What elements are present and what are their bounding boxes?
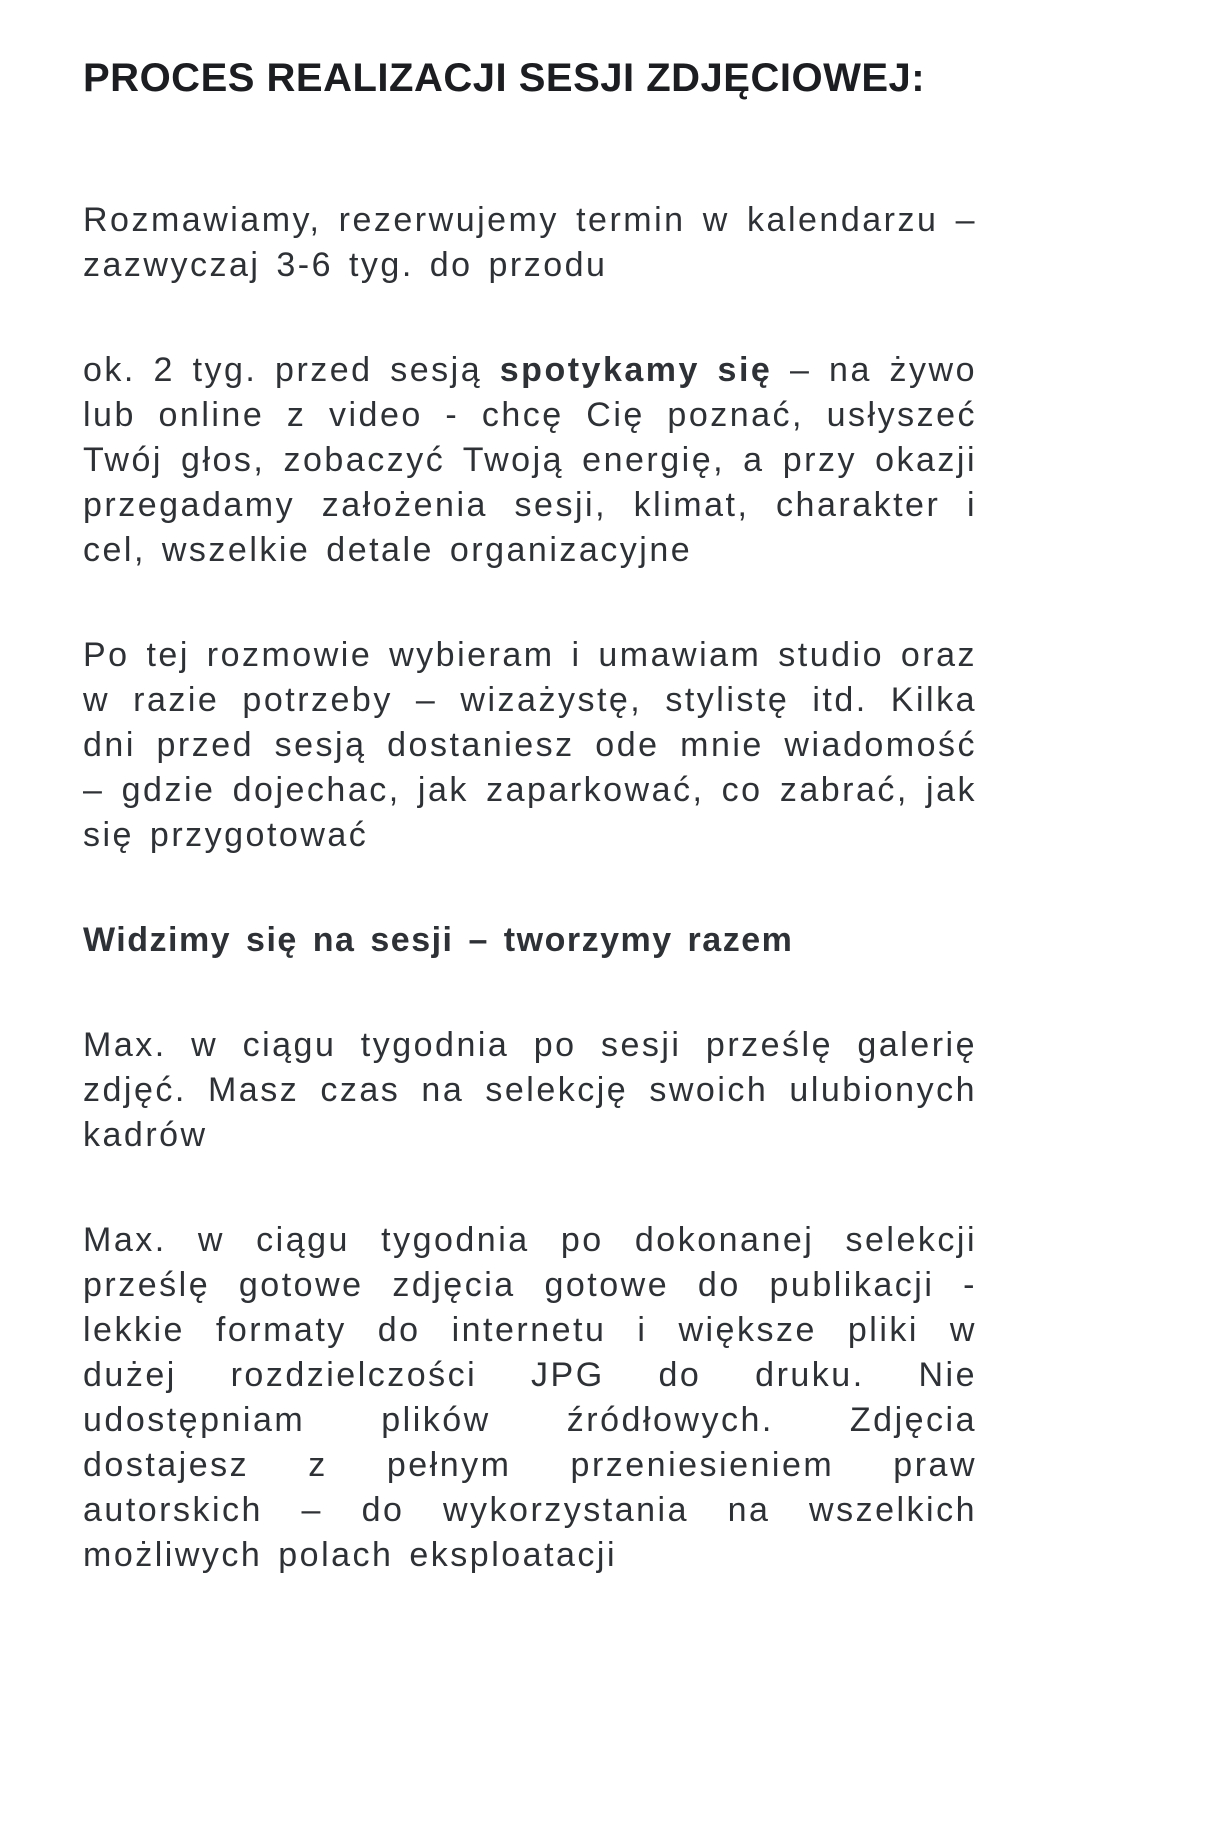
paragraph-segment-bold: spotykamy się — [499, 351, 773, 389]
paragraph-segment: Rozmawiamy, rezerwujemy termin w kalendarzu – zazwyczaj 3-6 tyg. do przodu — [83, 201, 977, 284]
document-title: PROCES REALIZACJI SESJI ZDJĘCIOWEJ: — [83, 56, 926, 100]
paragraph-4 — [83, 918, 977, 963]
paragraph-segment: ok. 2 tyg. przed sesją — [83, 351, 500, 389]
paragraph-1 — [83, 198, 977, 288]
paragraph-6 — [83, 1218, 977, 1578]
paragraph-segment: Max. w ciągu tygodnia po sesji prześlę galerię zdjęć. Masz czas na selekcję swoich ulubionych kadrów — [83, 1026, 977, 1154]
paragraph-segment: – na żywo lub online z video - chcę Cię poznać, usłyszeć Twój głos, zobaczyć Twoją energię, a przy okazji przegadamy założenia sesji, klimat, charakter i cel, wszelkie detale organizacyjne — [83, 351, 977, 569]
document-body — [83, 198, 977, 1578]
paragraph-5 — [83, 1023, 977, 1158]
paragraph-segment: Po tej rozmowie wybieram i umawiam studio oraz w razie potrzeby – wizażystę, stylistę itd. Kilka dni przed sesją dostaniesz ode mnie wiadomość – gdzie dojechac, jak zaparkować, co zabrać, jak się przygotować — [83, 636, 977, 854]
paragraph-segment: Max. w ciągu tygodnia po dokonanej selekcji prześlę gotowe zdjęcia gotowe do publikacji - lekkie formaty do internetu i większe pliki w dużej rozdzielczości JPG do druku. Nie udostępniam plików źródłowych. Zdjęcia dostajesz z pełnym przeniesieniem praw autorskich – do wykorzystania na wszelkich możliwych polach eksploatacji — [83, 1221, 977, 1574]
paragraph-3 — [83, 633, 977, 858]
paragraph-segment-bold: Widzimy się na sesji – tworzymy razem — [83, 921, 794, 959]
paragraph-2 — [83, 348, 977, 573]
